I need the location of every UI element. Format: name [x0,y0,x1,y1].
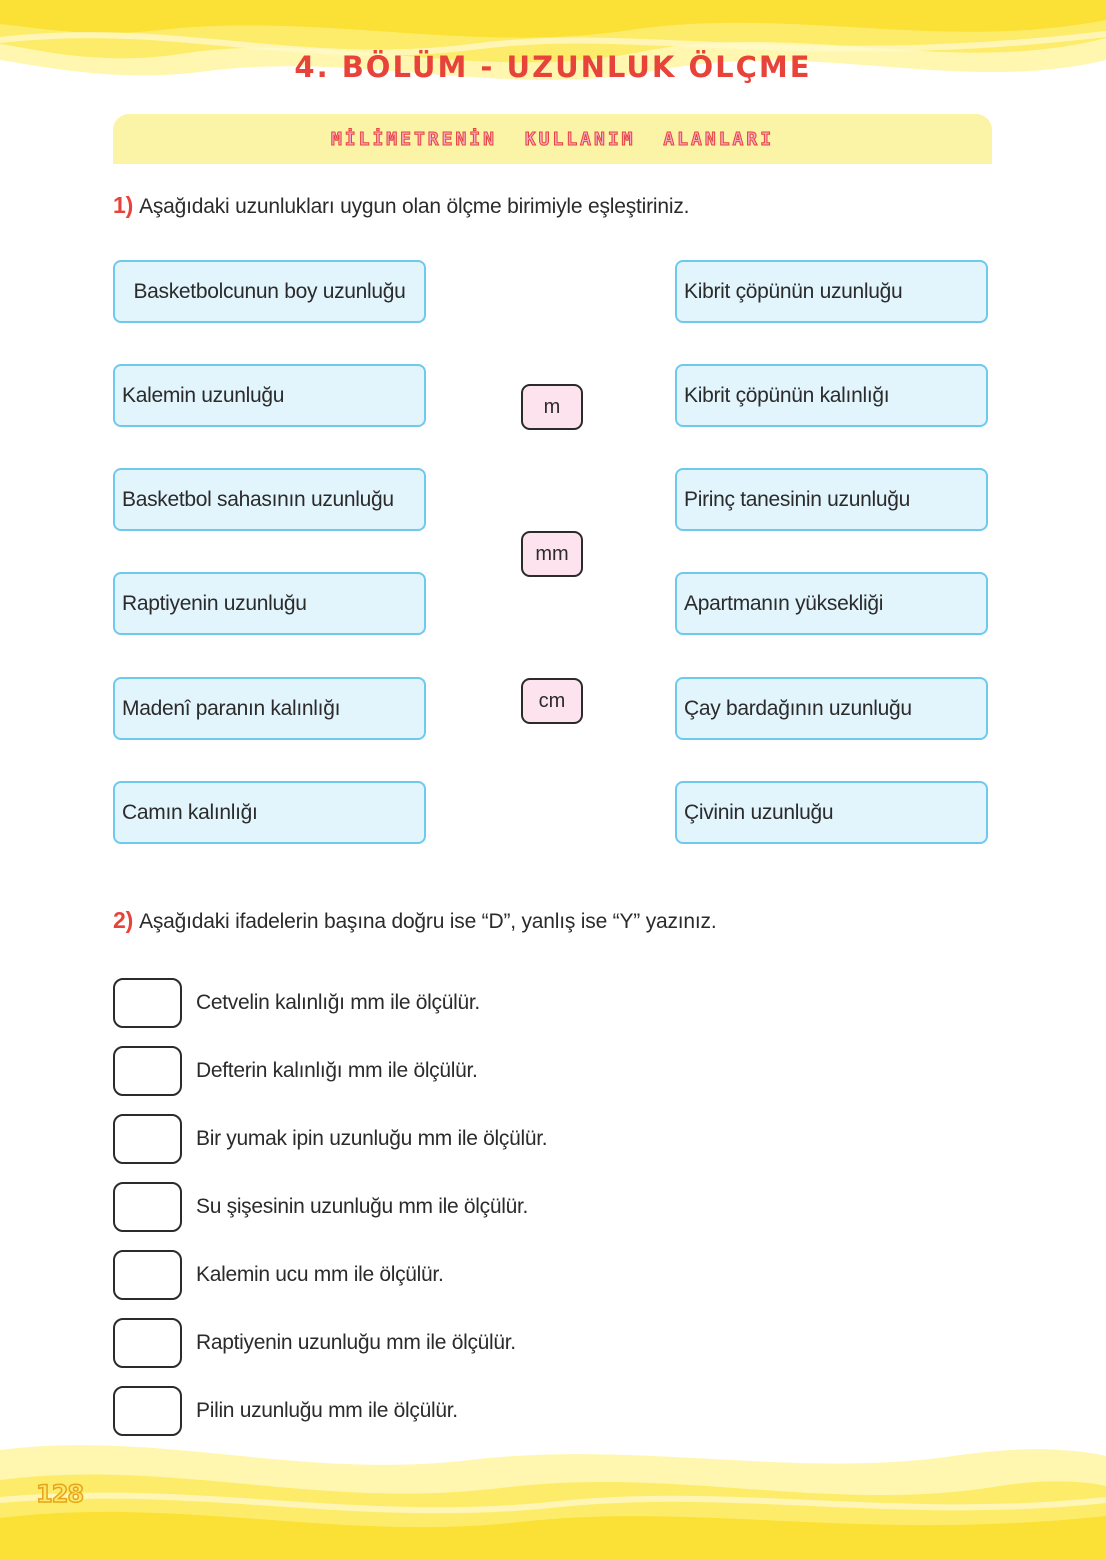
answer-box[interactable] [113,1114,182,1164]
statement-text: Defterin kalınlığı mm ile ölçülür. [196,1059,478,1082]
question-2-number: 2) [113,907,134,933]
left-item-2[interactable]: Kalemin uzunluğu [113,364,426,427]
statement-text: Cetvelin kalınlığı mm ile ölçülür. [196,991,480,1014]
unit-m[interactable]: m [521,384,583,430]
right-item-6[interactable]: Çivinin uzunluğu [675,781,988,844]
left-item-3[interactable]: Basketbol sahasının uzunluğu [113,468,426,531]
statement-text: Raptiyenin uzunluğu mm ile ölçülür. [196,1331,516,1354]
statement-text: Pilin uzunluğu mm ile ölçülür. [196,1399,458,1422]
right-item-2[interactable]: Kibrit çöpünün kalınlığı [675,364,988,427]
statement-row [113,1386,458,1436]
left-item-1[interactable]: Basketbolcunun boy uzunluğu [113,260,426,323]
statement-row [113,978,480,1028]
answer-box[interactable] [113,1046,182,1096]
left-item-5[interactable]: Madenî paranın kalınlığı [113,677,426,740]
subject-title: MİLİMETRENİN KULLANIM ALANLARI [330,128,775,150]
statement-row [113,1046,478,1096]
question-1-number: 1) [113,192,134,218]
unit-cm[interactable]: cm [521,678,583,724]
right-item-1[interactable]: Kibrit çöpünün uzunluğu [675,260,988,323]
statement-row [113,1114,547,1164]
statement-text: Su şişesinin uzunluğu mm ile ölçülür. [196,1195,529,1218]
statement-text: Bir yumak ipin uzunluğu mm ile ölçülür. [196,1127,548,1150]
answer-box[interactable] [113,978,182,1028]
subject-banner [113,114,992,164]
bottom-wave-decoration [0,1430,1106,1560]
question-2-text: Aşağıdaki ifadelerin başına doğru ise “D”, yanlış ise “Y” yazınız. [139,910,717,933]
answer-box[interactable] [113,1318,182,1368]
right-item-5[interactable]: Çay bardağının uzunluğu [675,677,988,740]
page-number: 128 [36,1480,84,1508]
chapter-title: 4. BÖLÜM - UZUNLUK ÖLÇME [294,50,812,84]
right-item-3[interactable]: Pirinç tanesinin uzunluğu [675,468,988,531]
statement-row [113,1182,528,1232]
question-1 [113,192,689,219]
answer-box[interactable] [113,1250,182,1300]
unit-mm[interactable]: mm [521,531,583,577]
answer-box[interactable] [113,1386,182,1436]
question-1-text: Aşağıdaki uzunlukları uygun olan ölçme birimiyle eşleştiriniz. [139,195,690,218]
left-item-6[interactable]: Camın kalınlığı [113,781,426,844]
right-item-4[interactable]: Apartmanın yüksekliği [675,572,988,635]
left-item-4[interactable]: Raptiyenin uzunluğu [113,572,426,635]
statement-row [113,1250,444,1300]
statement-text: Kalemin ucu mm ile ölçülür. [196,1263,444,1286]
answer-box[interactable] [113,1182,182,1232]
statement-row [113,1318,516,1368]
question-2 [113,907,716,934]
